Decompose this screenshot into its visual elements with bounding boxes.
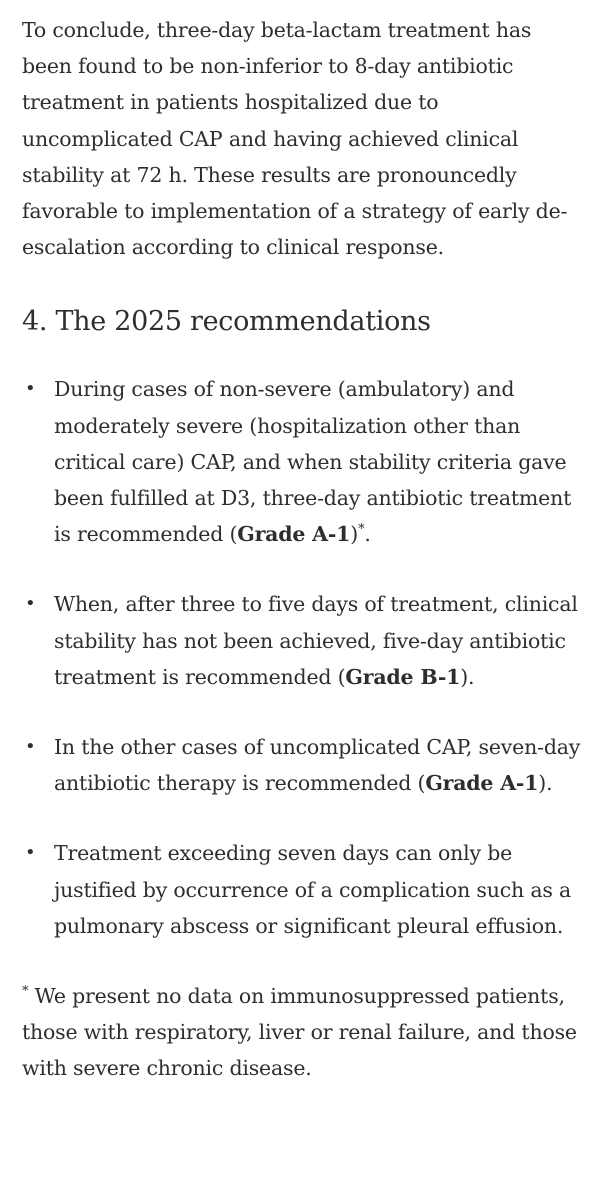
bullet-icon: •	[25, 842, 36, 864]
recommendation-text: In the other cases of uncomplicated CAP, seven-day antibiotic therapy is recommended (	[54, 735, 581, 796]
recommendation-text-end: ).	[460, 664, 475, 689]
grade-label: Grade A-1	[425, 771, 539, 796]
footnote-mark: *	[22, 984, 29, 1000]
footnote-text: We present no data on immunosuppressed patients, those with respiratory, liver or renal failure, and those with severe chronic disease.	[22, 984, 577, 1081]
list-item	[22, 729, 581, 801]
recommendation-text: Treatment exceeding seven days can only be justified by occurrence of a complication such as a pulmonary abscess or significant pleural effusion.	[54, 841, 572, 938]
list-item	[22, 835, 581, 944]
bullet-icon: •	[25, 378, 36, 400]
recommendations-list	[22, 371, 581, 944]
footnote-reference: *	[358, 522, 365, 538]
recommendation-text: When, after three to five days of treatment, clinical stability has not been achieved, five-day antibiotic treatment is recommended (	[54, 592, 578, 689]
list-item	[22, 371, 581, 552]
grade-label: Grade A-1	[237, 522, 351, 547]
list-item	[22, 586, 581, 695]
recommendation-text: During cases of non-severe (ambulatory) and moderately severe (hospitalization other than critical care) CAP, and when stability criteria gave been fulfilled at D3, three-day antibiotic treatment is recommended (	[54, 377, 572, 547]
footnote	[22, 978, 581, 1087]
bullet-icon: •	[25, 593, 36, 615]
grade-label: Grade B-1	[345, 664, 461, 689]
section-heading: 4. The 2025 recommendations	[22, 306, 431, 338]
recommendation-period: .	[364, 522, 371, 547]
conclusion-paragraph: To conclude, three-day beta-lactam treatment has been found to be non-inferior to 8-day antibiotic treatment in patients hospitalized due to uncomplicated CAP and having achieved clinical stability at 72 h. These results are pronouncedly favorable to implementation of a strategy of early de-escalation according to clinical response.	[22, 18, 568, 260]
bullet-icon: •	[25, 736, 36, 758]
recommendation-text-end: )	[350, 522, 359, 547]
recommendation-text-end: ).	[538, 771, 553, 796]
